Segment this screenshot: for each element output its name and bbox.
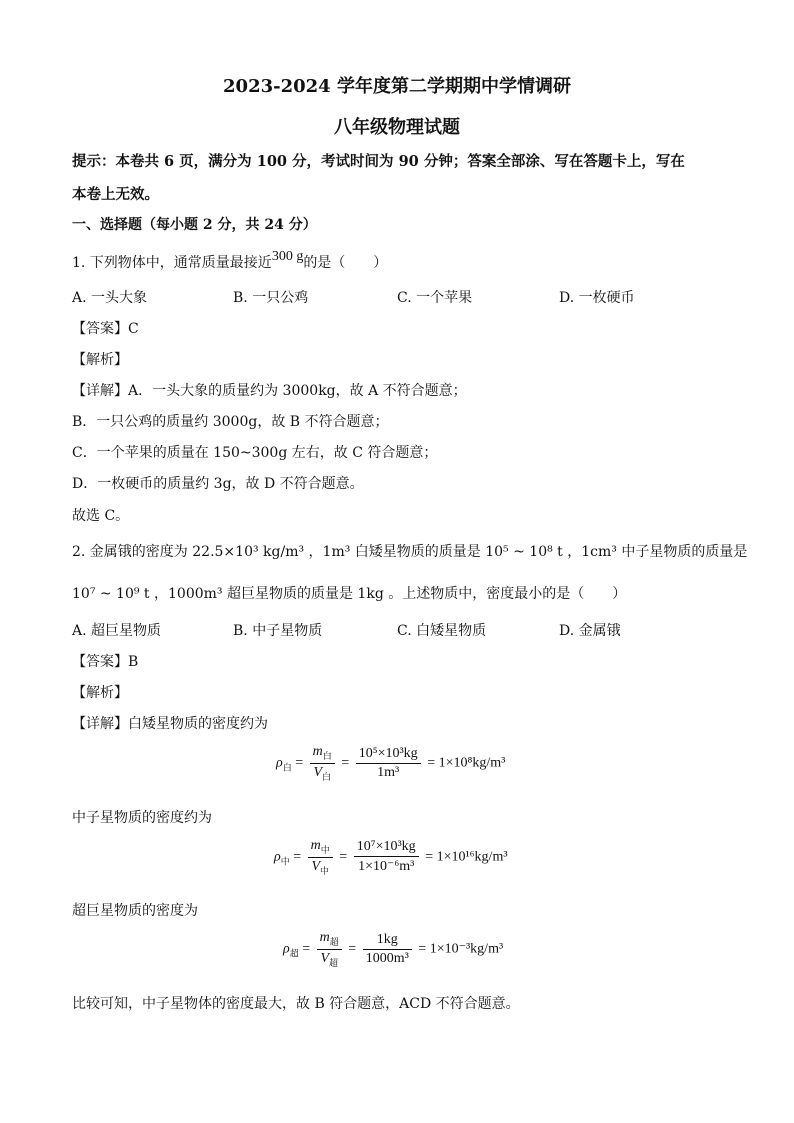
- q1-stem-value: 300 g: [271, 249, 304, 264]
- eq2-m: m: [310, 838, 321, 853]
- q2-mid-2: 超巨星物质的密度为: [72, 903, 198, 919]
- notice-line-2: 本卷上无效。: [72, 186, 159, 203]
- eq3-v-sub: 超: [329, 958, 339, 969]
- q1-stem-start: 1. 下列物体中，通常质量最接近: [72, 255, 272, 271]
- notice-line-1: 提示：本卷共 6 页，满分为 100 分，考试时间为 90 分钟；答案全部涂、写在答题卡上，写在: [72, 153, 685, 170]
- equation-supergiant: $\rho_超$ = $\frac{m_超}{V_超}$ = $\frac{1kg}{\text{1000m³}}$ = 1×10⁻³kg/m³: [283, 930, 504, 969]
- q2-option-b: B. 中子星物质: [233, 623, 323, 639]
- eq1-m-sub: 白: [322, 751, 332, 762]
- eq1-rho: ρ: [276, 755, 283, 771]
- eq1-fraction-mv: [310, 744, 335, 783]
- q2-stem-line-1: 2. 金属锇的密度为 22.5×10³ kg/m³ ，1m³ 白矮星物质的质量是 10⁵ ~ 10⁸ t ，1cm³ 中子星物质的质量是: [72, 544, 748, 560]
- eq2-rho-sub: 中: [280, 857, 290, 868]
- q1-detail-2: B．一只公鸡的质量约 3000g，故 B 不符合题意；: [72, 414, 389, 430]
- eq2-denominator: 1×10⁻⁶m³: [358, 859, 415, 875]
- section-heading: 一、选择题（每小题 2 分，共 24 分）: [72, 217, 317, 233]
- eq1-v: V: [313, 764, 322, 780]
- q1-answer: 【答案】C: [72, 321, 139, 337]
- eq3-fraction-values: [363, 932, 412, 967]
- q1-option-b: B. 一只公鸡: [233, 290, 309, 306]
- q1-stem: [72, 249, 388, 272]
- eq2-fraction-mv: [308, 838, 333, 877]
- eq3-m-sub: 超: [329, 937, 339, 948]
- q1-detail-1: 【详解】A．一头大象的质量约为 3000kg，故 A 不符合题意；: [72, 383, 467, 399]
- q1-analysis: 【解析】: [72, 352, 128, 368]
- q1-option-a: A. 一头大象: [72, 290, 148, 306]
- exam-title: 2023-2024 学年度第二学期期中学情调研: [223, 76, 571, 97]
- eq3-v: V: [320, 950, 329, 966]
- eq3-denominator: 1000m³: [365, 950, 409, 966]
- eq1-numerator: 10⁵×10³kg: [356, 746, 421, 764]
- eq2-v-sub: 中: [320, 866, 330, 877]
- q2-option-d: D. 金属锇: [559, 623, 621, 639]
- q2-analysis: 【解析】: [72, 685, 128, 701]
- eq3-rho-sub: 超: [289, 949, 299, 960]
- q2-answer: 【答案】B: [72, 654, 139, 670]
- q1-option-d: D. 一枚硬币: [559, 290, 635, 306]
- q1-option-c: C. 一个苹果: [397, 290, 473, 306]
- eq1-v-sub: 白: [322, 772, 332, 783]
- eq3-result: = 1×10⁻³kg/m³: [418, 941, 504, 957]
- q2-option-c: C. 白矮星物质: [397, 623, 487, 639]
- eq1-m: m: [312, 744, 323, 759]
- eq2-rho: ρ: [274, 849, 281, 865]
- eq1-rho-sub: 白: [282, 763, 292, 774]
- eq1-fraction-values: [356, 746, 421, 781]
- q2-mid-1: 中子星物质的密度约为: [72, 810, 212, 826]
- q2-detail-intro: 【详解】白矮星物质的密度约为: [72, 716, 268, 732]
- eq3-rho: ρ: [283, 941, 290, 957]
- eq3-fraction-mv: [317, 930, 342, 969]
- eq2-fraction-values: [354, 839, 419, 875]
- q1-detail-4: D．一枚硬币的质量约 3g，故 D 不符合题意。: [72, 476, 364, 492]
- exam-subtitle: 八年级物理试题: [334, 117, 460, 138]
- eq1-result: = 1×10⁸kg/m³: [427, 755, 506, 771]
- equation-white-dwarf: $\rho_白$ = $\frac{m_白}{V_白}$ = $\frac{\text{10⁵×10³kg}}{\text{1m³}}$ = 1×10⁸kg/m³: [276, 744, 506, 783]
- q2-conclusion: 比较可知，中子星物体的密度最大，故 B 符合题意，ACD 不符合题意。: [72, 996, 520, 1012]
- eq2-numerator: 10⁷×10³kg: [354, 839, 419, 857]
- eq2-v: V: [311, 858, 320, 874]
- equation-neutron-star: $\rho_中$ = $\frac{m_中}{V_中}$ = $\frac{\text{10⁷×10³kg}}{\text{1×10⁻⁶m³}}$ = 1×10¹⁶kg/m³: [274, 838, 508, 877]
- q1-conclusion: 故选 C。: [72, 508, 130, 524]
- eq3-numerator: 1kg: [363, 932, 412, 950]
- eq2-m-sub: 中: [320, 845, 330, 856]
- q2-stem-line-2: 10⁷ ~ 10⁹ t ，1000m³ 超巨星物质的质量是 1kg 。上述物质中，密度最小的是（ ）: [72, 586, 627, 602]
- q1-stem-end: 的是（ ）: [303, 255, 388, 271]
- eq2-result: = 1×10¹⁶kg/m³: [425, 849, 508, 865]
- eq3-m: m: [319, 930, 330, 945]
- eq1-denominator: 1m³: [377, 764, 400, 780]
- q1-detail-3: C．一个苹果的质量在 150~300g 左右，故 C 符合题意；: [72, 445, 438, 461]
- q2-option-a: A. 超巨星物质: [72, 623, 162, 639]
